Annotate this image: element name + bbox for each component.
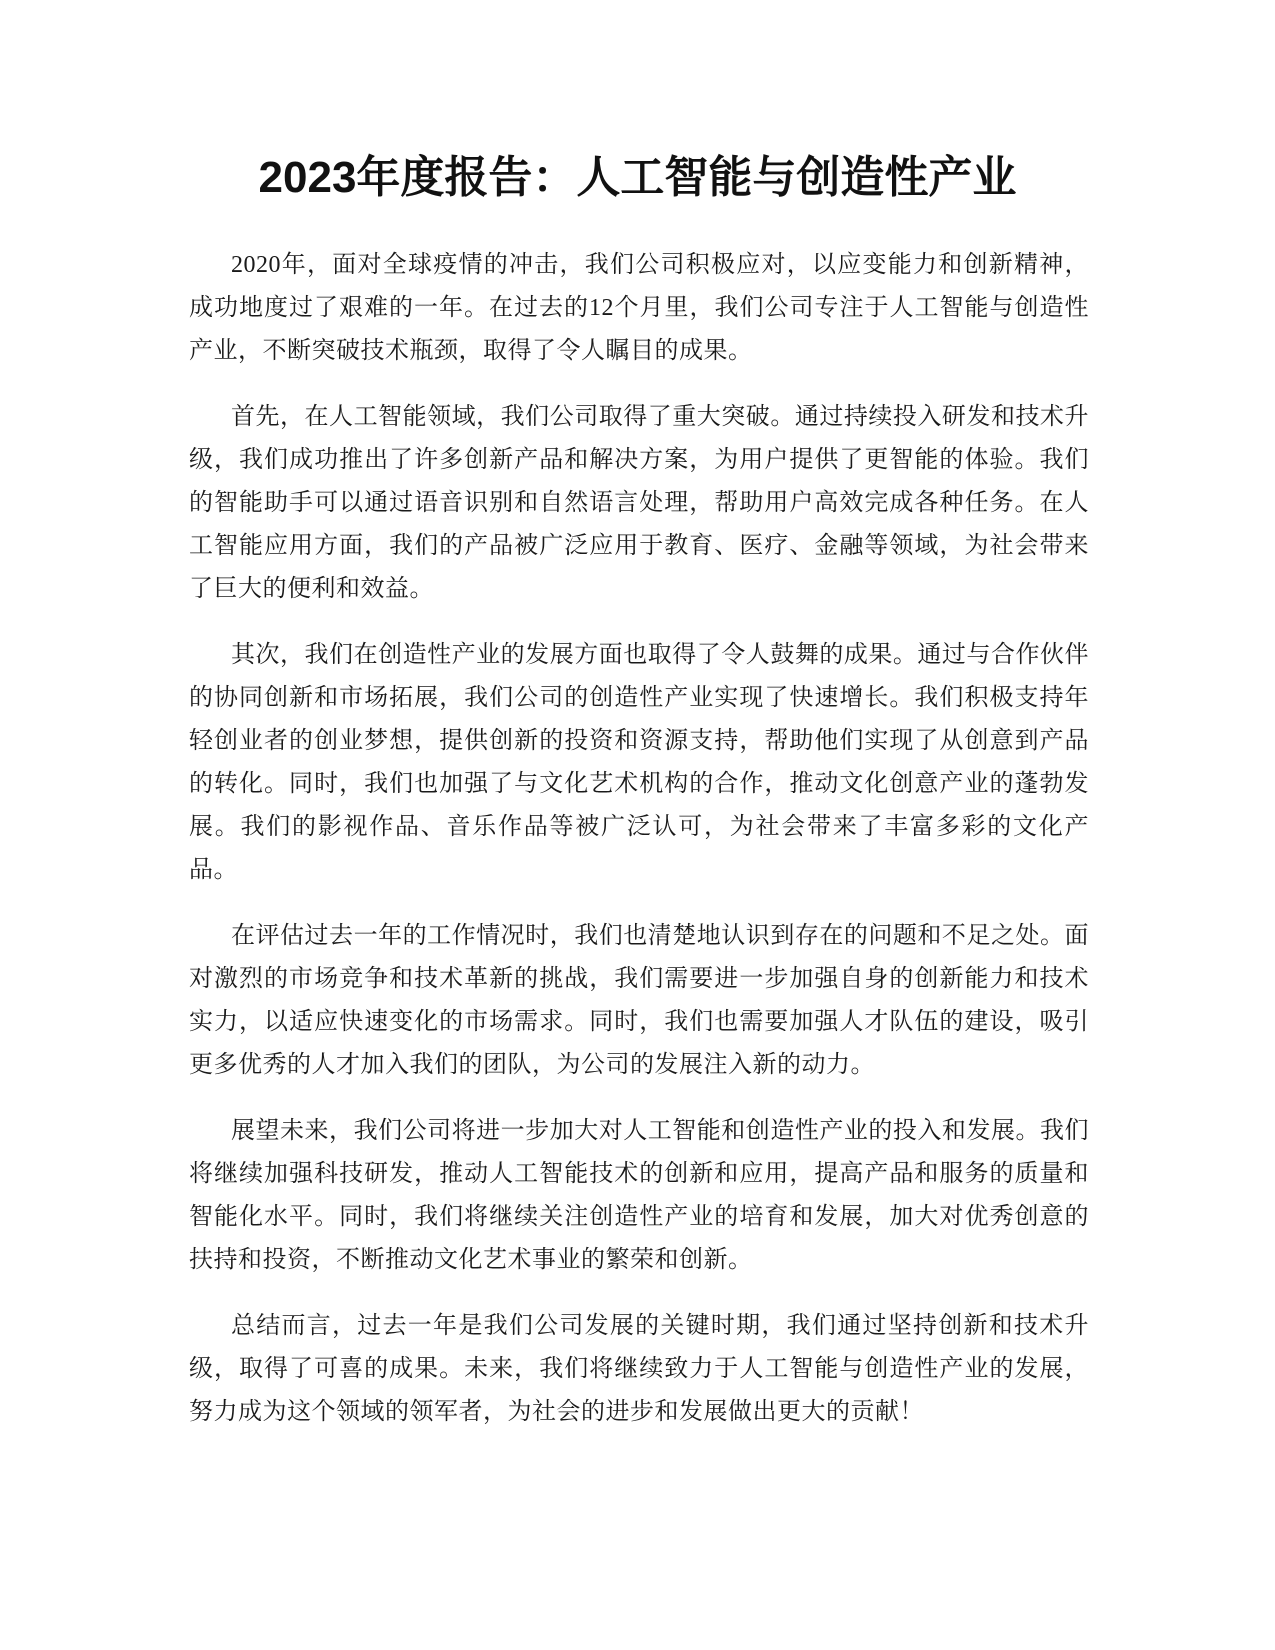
paragraph-5: 展望未来，我们公司将进一步加大对人工智能和创造性产业的投入和发展。我们将继续加强科技研发，推动人工智能技术的创新和应用，提高产品和服务的质量和智能化水平。同时，我们将继续关注创造性产业的培育和发展，加大对优秀创意的扶持和投资，不断推动文化艺术事业的繁荣和创新。	[189, 1118, 1089, 1273]
document-body	[189, 244, 1089, 1457]
paragraph-4: 在评估过去一年的工作情况时，我们也清楚地认识到存在的问题和不足之处。面对激烈的市场竞争和技术革新的挑战，我们需要进一步加强自身的创新能力和技术实力，以适应快速变化的市场需求。同时，我们也需要加强人才队伍的建设，吸引更多优秀的人才加入我们的团队，为公司的发展注入新的动力。	[189, 923, 1089, 1078]
document-title: 2023年度报告：人工智能与创造性产业	[258, 153, 1017, 202]
paragraph-3: 其次，我们在创造性产业的发展方面也取得了令人鼓舞的成果。通过与合作伙伴的协同创新和市场拓展，我们公司的创造性产业实现了快速增长。我们积极支持年轻创业者的创业梦想，提供创新的投资和资源支持，帮助他们实现了从创意到产品的转化。同时，我们也加强了与文化艺术机构的合作，推动文化创意产业的蓬勃发展。我们的影视作品、音乐作品等被广泛认可，为社会带来了丰富多彩的文化产品。	[189, 642, 1089, 883]
paragraph-1: 2020年，面对全球疫情的冲击，我们公司积极应对，以应变能力和创新精神，成功地度过了艰难的一年。在过去的12个月里，我们公司专注于人工智能与创造性产业，不断突破技术瓶颈，取得了令人瞩目的成果。	[189, 252, 1089, 364]
paragraph-6: 总结而言，过去一年是我们公司发展的关键时期，我们通过坚持创新和技术升级，取得了可喜的成果。未来，我们将继续致力于人工智能与创造性产业的发展，努力成为这个领域的领军者，为社会的进步和发展做出更大的贡献！	[189, 1313, 1089, 1425]
paragraph-2: 首先，在人工智能领域，我们公司取得了重大突破。通过持续投入研发和技术升级，我们成功推出了许多创新产品和解决方案，为用户提供了更智能的体验。我们的智能助手可以通过语音识别和自然语言处理，帮助用户高效完成各种任务。在人工智能应用方面，我们的产品被广泛应用于教育、医疗、金融等领域，为社会带来了巨大的便利和效益。	[189, 404, 1089, 602]
